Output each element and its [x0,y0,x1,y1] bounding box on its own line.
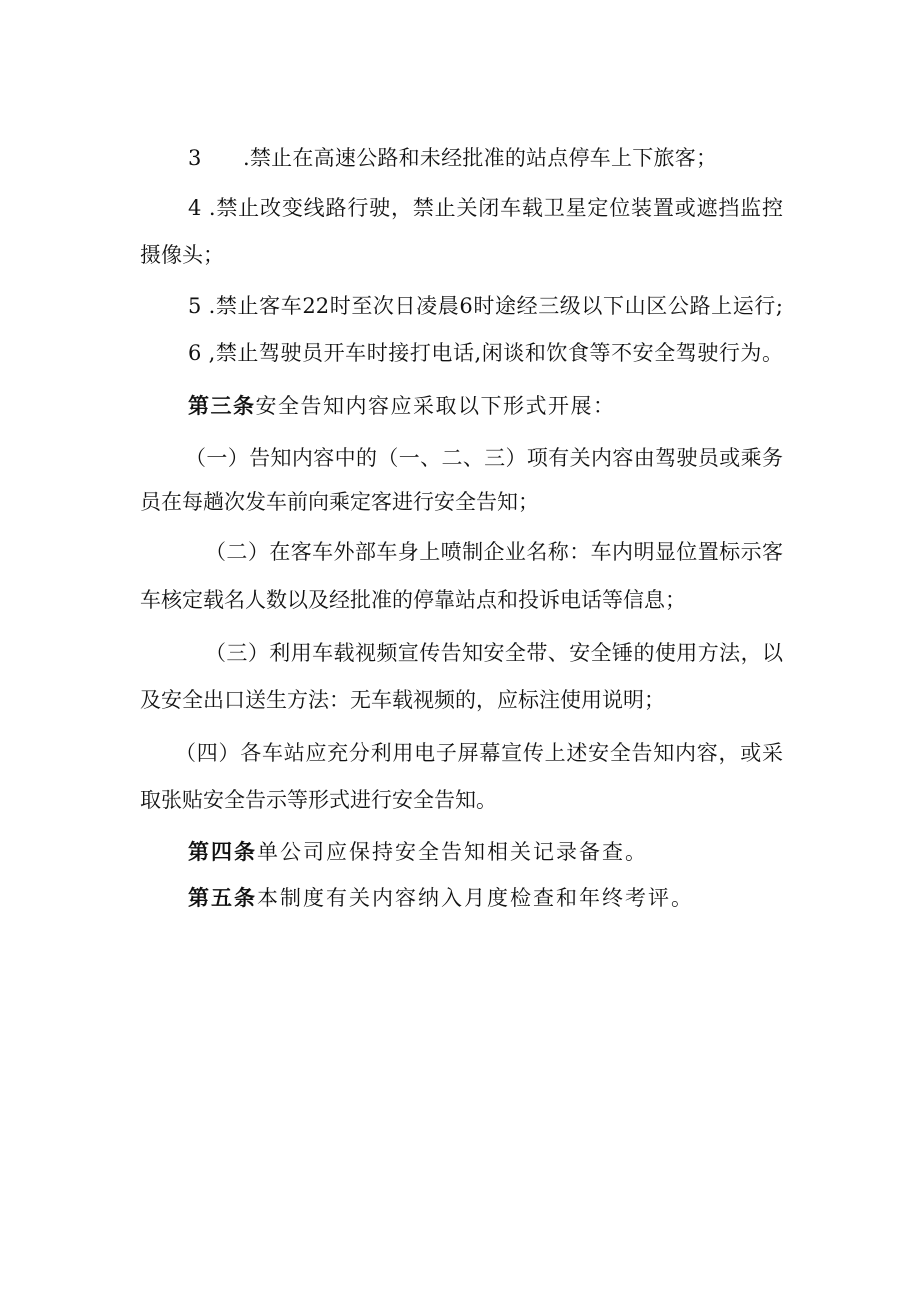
article-3-text: 安全告知内容应采取以下形式开展： [255,394,616,418]
clause-3-line-1: （三）利用车载视频宣传告知安全带、安全锤的使用方法，以 [205,641,783,665]
clause-1-line-2: 员在每趟次发车前向乘定客进行安全告知； [140,490,539,514]
item-4-line-1: 4 .禁止改变线路行驶，禁止关闭车载卫星定位装置或遮挡监控 [188,196,783,220]
article-4-text: 单公司应保持安全告知相关记录备查。 [257,840,648,864]
clause-4-line-1: （四）各车站应充分利用电子屏幕宣传上述安全告知内容，或采 [175,741,783,765]
clause-2-line-1: （二）在客车外部车身上喷制企业名称：车内明显位置标示客 [205,540,783,564]
item-3-text: .禁止在高速公路和未经批准的站点停车上下旅客； [243,146,717,170]
article-5 [188,884,694,912]
clause-1-line-1: （一）告知内容中的（一、二、三）项有关内容由驾驶员或乘务 [185,446,783,470]
clause-4-line-2: 取张贴安全告示等形式进行安全告知。 [140,788,497,812]
article-4 [188,838,648,866]
item-4-line-2: 摄像头； [140,243,224,267]
article-5-text: 本制度有关内容纳入月度检查和年终考评。 [257,886,694,910]
clause-3-line-2: 及安全出口送生方法：无车载视频的，应标注使用说明； [140,688,665,712]
article-5-heading: 第五条 [188,886,257,910]
item-3-number: 3 [188,146,202,170]
item-6: 6 ,禁止驾驶员开车时接打电话,闲谈和饮食等不安全驾驶行为。 [188,341,783,365]
article-3-heading: 第三条 [188,394,256,418]
article-3 [188,392,616,420]
item-5: 5 .禁止客车22时至次日凌晨6时途经三级以下山区公路上运行; [188,294,783,318]
clause-2-line-2: 车核定载名人数以及经批准的停靠站点和投诉电话等信息； [140,588,686,612]
article-4-heading: 第四条 [188,840,257,864]
